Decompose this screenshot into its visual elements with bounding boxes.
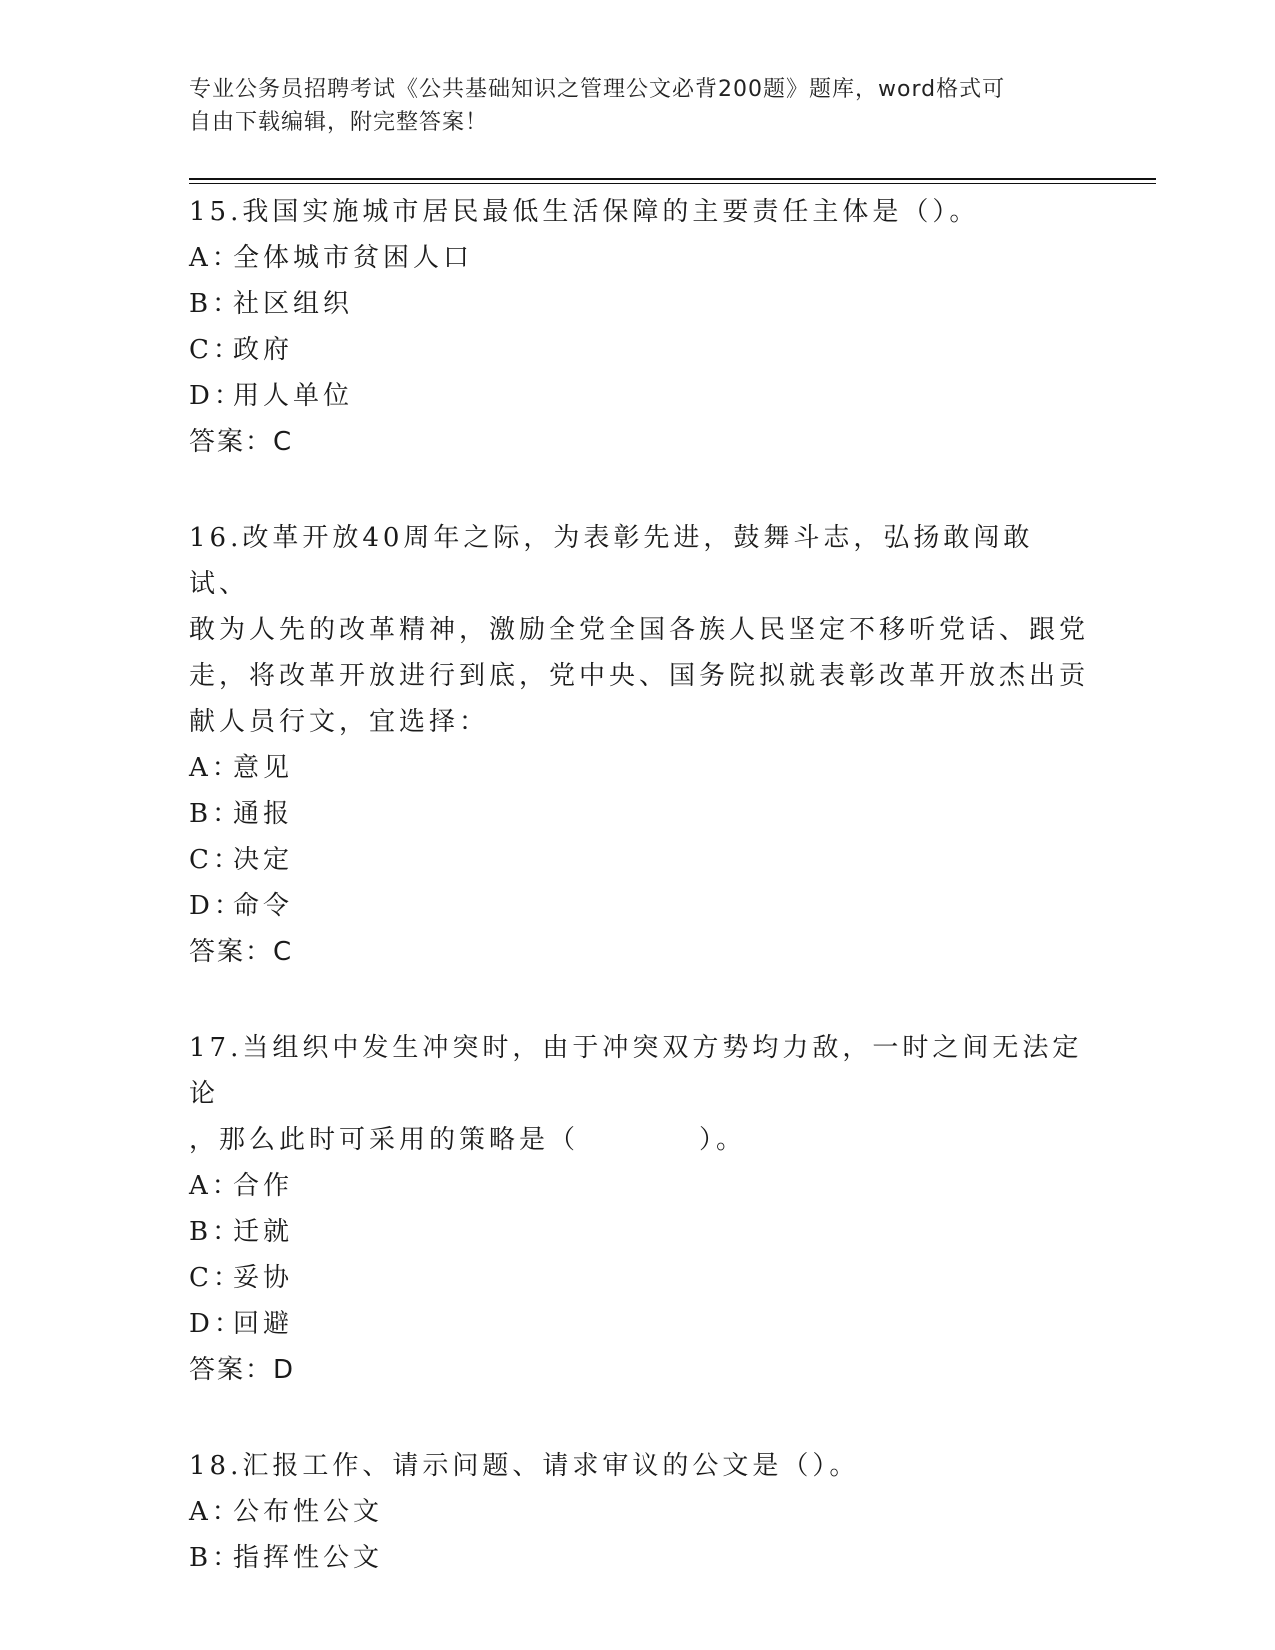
option-text: 全体城市贫困人口 [233,243,474,273]
option-letter: C： [189,845,243,875]
question-text: ，那么此时可采用的策略是（ ）。 [189,1125,747,1155]
header-divider-thick [189,178,1156,180]
option-a [189,1489,1089,1535]
option-letter: B： [189,1217,243,1247]
option-text: 通报 [233,799,294,829]
option-b [189,1209,1089,1255]
option-a [189,235,1089,281]
option-letter: A： [189,1497,242,1527]
option-letter: A： [189,243,242,273]
option-letter: D： [189,381,244,411]
option-letter: C： [189,335,243,365]
option-d [189,1301,1089,1347]
answer-value: D [273,1355,296,1385]
option-b [189,281,1089,327]
option-text: 指挥性公文 [233,1543,384,1573]
option-letter: D： [189,891,244,921]
question-list [189,189,1089,1631]
question-text: 16.改革开放40周年之际，为表彰先进，鼓舞斗志，弘扬敢闯敢试、 [189,523,1034,599]
option-text: 合作 [233,1171,294,1201]
option-text: 政府 [233,335,294,365]
header-divider-thin [189,183,1156,184]
question-18 [189,1443,1089,1581]
option-d [189,883,1089,929]
option-letter: B： [189,1543,243,1573]
question-text: 敢为人先的改革精神，激励全党全国各族人民坚定不移听党话、跟党 [189,615,1090,645]
document-header [189,73,1069,139]
option-text: 回避 [233,1309,294,1339]
question-16 [189,515,1089,975]
answer-value: C [273,937,294,967]
answer [189,929,1089,975]
option-text: 命令 [233,891,294,921]
option-c [189,327,1089,373]
option-c [189,837,1089,883]
option-text: 妥协 [233,1263,294,1293]
option-text: 社区组织 [233,289,354,319]
option-a [189,745,1089,791]
option-letter: D： [189,1309,244,1339]
option-letter: C： [189,1263,243,1293]
option-text: 公布性公文 [233,1497,384,1527]
answer-label: 答案： [189,1355,274,1385]
option-letter: A： [189,753,242,783]
option-text: 决定 [233,845,294,875]
header-line-1: 专业公务员招聘考试《公共基础知识之管理公文必背200题》题库，word格式可 [189,77,1006,102]
answer-label: 答案： [189,427,274,457]
option-b [189,791,1089,837]
option-a [189,1163,1089,1209]
option-letter: B： [189,799,243,829]
option-text: 意见 [233,753,294,783]
question-text: 走，将改革开放进行到底，党中央、国务院拟就表彰改革开放杰出贡 [189,661,1090,691]
answer-value: C [273,427,294,457]
answer [189,1347,1089,1393]
answer [189,419,1089,465]
option-text: 迁就 [233,1217,294,1247]
answer-label: 答案： [189,937,274,967]
question-text: 17.当组织中发生冲突时，由于冲突双方势均力敌，一时之间无法定论 [189,1033,1083,1109]
option-c [189,1255,1089,1301]
option-letter: B： [189,289,243,319]
question-text: 15.我国实施城市居民最低生活保障的主要责任主体是（）。 [189,197,980,227]
option-d [189,373,1089,419]
option-text: 用人单位 [233,381,354,411]
option-letter: A： [189,1171,242,1201]
question-15 [189,189,1089,465]
header-line-2: 自由下载编辑，附完整答案！ [189,110,489,135]
question-17 [189,1025,1089,1393]
question-text: 18.汇报工作、请示问题、请求审议的公文是（）。 [189,1451,860,1481]
option-b [189,1535,1089,1581]
question-text: 献人员行文，宜选择： [189,707,490,737]
